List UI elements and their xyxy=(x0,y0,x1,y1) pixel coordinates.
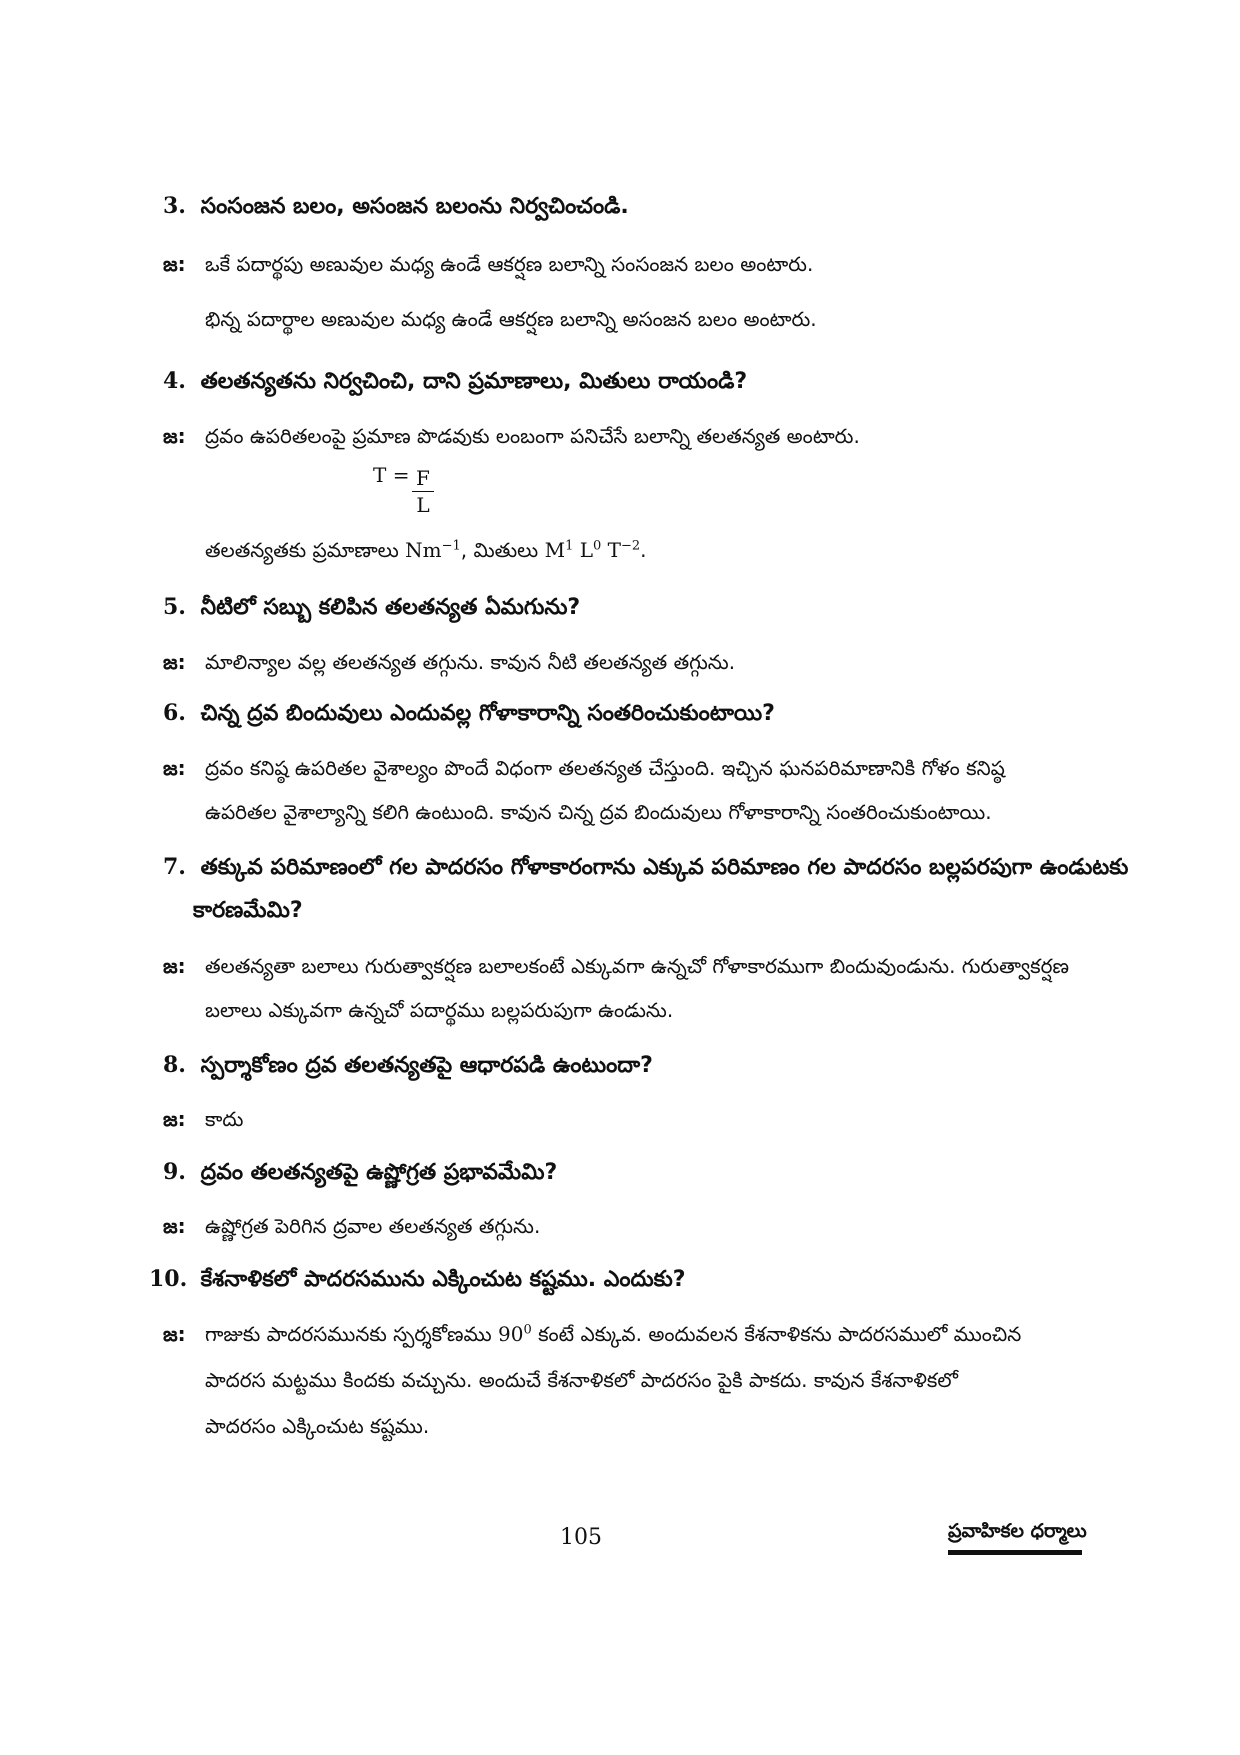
answer-6-line-2: ఉపరితల వైశాల్యాన్ని కలిగి ఉంటుంది. కావున చిన్న ద్రవ బిందువులు గోళాకారాన్ని సంతరించుకుంటాయి. xyxy=(205,800,992,824)
formula-lhs: T = xyxy=(373,463,410,487)
question-text: కేశనాళికలో పాదరసమును ఎక్కించుట కష్టము. ఎందుకు? xyxy=(200,1267,686,1292)
question-7-line-2: కారణమేమి? xyxy=(193,898,303,923)
answer-text: ద్రవం కనిష్ఠ ఉపరితల వైశాల్యం పొందే విధంగా తలతన్యత చేస్తుంది. ఇచ్చిన ఘనపరిమాణానికి గోళం కనిష్ఠ xyxy=(205,756,1005,780)
question-5 xyxy=(163,594,580,625)
answer-label: జ: xyxy=(163,650,186,674)
question-text: స్పర్శాకోణం ద్రవ తలతన్యతపై ఆధారపడి ఉంటుందా? xyxy=(200,1053,653,1078)
answer-text: తలతన్యతా బలాలు గురుత్వాకర్షణ బలాలకంటే ఎక్కువగా ఉన్నచో గోళాకారముగా బిందువుండును. గురుత్వాకర్షణ xyxy=(205,954,1069,978)
contact-angle-value: 90 xyxy=(498,1322,524,1346)
answer-10-line-3: పాదరసం ఎక్కించుట కష్టము. xyxy=(205,1414,430,1438)
chapter-title: ప్రవాహికల ధర్మాలు xyxy=(948,1520,1087,1542)
answer-text: కాదు xyxy=(205,1107,244,1131)
question-text: తలతన్యతను నిర్వచించి, దాని ప్రమాణాలు, మితులు రాయండి? xyxy=(200,369,748,394)
answer-label: జ: xyxy=(163,954,186,978)
dims-end: . xyxy=(640,538,647,562)
units-prefix: తలతన్యతకు ప్రమాణాలు xyxy=(205,538,399,562)
answer-label: జ: xyxy=(163,424,186,448)
units-line xyxy=(205,538,647,567)
question-9 xyxy=(163,1159,557,1190)
answer-text: మాలిన్యాల వల్ల తలతన్యత తగ్గును. కావున నీటి తలతన్యత తగ్గును. xyxy=(205,650,736,674)
question-number: 8. xyxy=(163,1052,186,1078)
question-4 xyxy=(163,368,747,399)
answer-text-b: కంటే ఎక్కువ. అందువలన కేశనాళికను పాదరసములో ముంచిన xyxy=(538,1322,1022,1346)
units-value: Nm xyxy=(405,538,442,562)
question-number: 3. xyxy=(163,193,186,219)
answer-text: ఒకే పదార్థపు అణువుల మధ్య ఉండే ఆకర్షణ బలాన్ని సంసంజన బలం అంటారు. xyxy=(205,252,814,276)
fraction-denominator: L xyxy=(416,493,430,517)
answer-3-line-2: భిన్న పదార్థాల అణువుల మధ్య ఉండే ఆకర్షణ బలాన్ని అసంజన బలం అంటారు. xyxy=(205,307,817,331)
answer-8-line-1 xyxy=(163,1107,243,1136)
fraction-numerator: F xyxy=(416,466,430,490)
answer-label: జ: xyxy=(163,1107,186,1131)
answer-text: ఉష్ణోగ్రత పెరిగిన ద్రవాల తలతన్యత తగ్గును. xyxy=(205,1214,541,1238)
answer-label: జ: xyxy=(163,252,186,276)
question-number: 7. xyxy=(163,854,186,880)
question-text: ద్రవం తలతన్యతపై ఉష్ణోగ్రత ప్రభావమేమి? xyxy=(200,1160,558,1185)
answer-6-line-1 xyxy=(163,756,1005,785)
question-number: 9. xyxy=(163,1159,186,1185)
dims-prefix: , మితులు xyxy=(460,538,539,562)
answer-4-line-1 xyxy=(163,424,860,453)
question-number: 4. xyxy=(163,368,186,394)
answer-5-line-1 xyxy=(163,650,735,679)
question-text: తక్కువ పరిమాణంలో గల పాదరసం గోళాకారంగాను ఎక్కువ పరిమాణం గల పాదరసం బల్లపరపుగా ఉండుటకు xyxy=(200,855,1129,880)
question-3 xyxy=(163,193,629,224)
dim-l-exponent: 0 xyxy=(593,538,602,554)
question-7 xyxy=(163,854,1128,885)
dim-m: M xyxy=(544,538,566,562)
dim-l: L xyxy=(579,538,593,562)
answer-text: ద్రవం ఉపరితలంపై ప్రమాణ పొడవుకు లంబంగా పనిచేసే బలాన్ని తలతన్యత అంటారు. xyxy=(205,424,860,448)
answer-7-line-2: బలాలు ఎక్కువగా ఉన్నచో పదార్థము బల్లపరుపుగా ఉండును. xyxy=(205,998,674,1022)
question-number: 5. xyxy=(163,594,186,620)
answer-label: జ: xyxy=(163,1214,186,1238)
dim-t: T xyxy=(607,538,621,562)
question-8 xyxy=(163,1052,653,1083)
question-10 xyxy=(149,1266,686,1297)
question-6 xyxy=(163,700,775,731)
question-text: సంసంజన బలం, అసంజన బలంను నిర్వచించండి. xyxy=(200,194,629,219)
answer-text-a: గాజుకు పాదరసమునకు స్పర్శకోణము xyxy=(205,1322,492,1346)
answer-3-line-1 xyxy=(163,252,813,281)
contact-angle-degree: 0 xyxy=(523,1322,532,1338)
question-text: చిన్న ద్రవ బిందువులు ఎందువల్ల గోళాకారాన్ని సంతరించుకుంటాయి? xyxy=(200,701,775,726)
question-number: 10. xyxy=(149,1266,188,1292)
question-number: 6. xyxy=(163,700,186,726)
units-exponent: −1 xyxy=(441,538,461,554)
answer-label: జ: xyxy=(163,756,186,780)
dim-t-exponent: −2 xyxy=(620,538,641,554)
footer-rule xyxy=(948,1550,1082,1555)
answer-10-line-1 xyxy=(163,1322,1021,1351)
question-text: నీటిలో సబ్బు కలిపిన తలతన్యత ఏమగును? xyxy=(200,595,581,620)
dim-m-exponent: 1 xyxy=(565,538,574,554)
answer-label: జ: xyxy=(163,1322,186,1346)
answer-10-line-2: పాదరస మట్టము కిందకు వచ్చును. అందుచే కేశనాళికలో పాదరసం పైకి పాకదు. కావున కేశనాళికలో xyxy=(205,1368,958,1392)
page-number: 105 xyxy=(560,1525,602,1550)
formula-fraction xyxy=(412,465,434,518)
answer-7-line-1 xyxy=(163,954,1069,983)
answer-9-line-1 xyxy=(163,1214,540,1243)
